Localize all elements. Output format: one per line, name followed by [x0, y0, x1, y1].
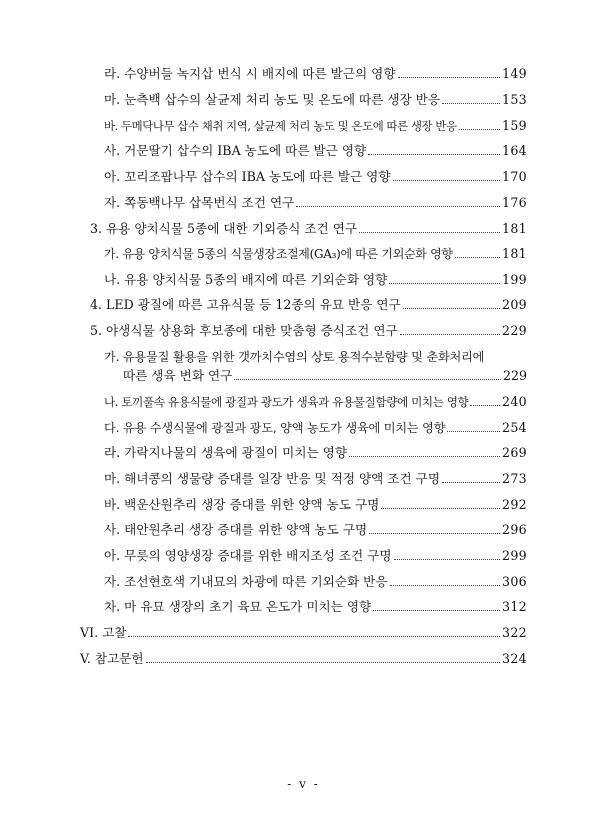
toc-entry-label: 바. 두메닥나무 삽수 채취 지역, 살균제 처리 농도 및 온도에 따른 생장 반응: [104, 119, 457, 133]
leader-dots: [442, 102, 500, 104]
toc-entry[interactable]: [80, 651, 527, 667]
toc-entry-page: 324: [502, 651, 527, 666]
leader-dots: [442, 481, 500, 483]
toc-entry[interactable]: [104, 195, 527, 211]
leader-dots: [381, 507, 500, 509]
page-number-footer: - v -: [287, 777, 320, 791]
toc-entry[interactable]: [104, 143, 527, 159]
leader-dots: [146, 661, 500, 663]
leader-dots: [234, 378, 501, 380]
toc-entry-label: VI. 고찰: [80, 625, 127, 640]
toc-entry-page: 299: [502, 548, 527, 563]
toc-entry-page: 181: [502, 221, 527, 236]
leader-dots: [390, 584, 501, 586]
toc-entry-label: 라. 수양버들 녹지삽 번식 시 배지에 따른 발근의 영향: [104, 66, 396, 81]
toc-entry-page: 269: [502, 445, 527, 460]
toc-entry-label: 아. 무릇의 영양생장 증대를 위한 배지조성 조건 구명: [104, 548, 392, 563]
toc-entry[interactable]: [90, 297, 527, 313]
toc-entry[interactable]: [80, 625, 527, 641]
toc-entry-page: 312: [502, 599, 527, 614]
toc-entry[interactable]: [104, 66, 527, 82]
toc-entry-label: 자. 조선현호색 기내묘의 차광에 따른 기외순화 반응: [104, 574, 388, 589]
toc-entry-page: 229: [502, 368, 527, 383]
leader-dots: [389, 282, 500, 284]
toc-entry-label: 5. 야생식물 상용화 후보종에 대한 맞춤형 증식조건 연구: [90, 323, 398, 338]
leader-dots: [369, 532, 500, 534]
leader-dots: [349, 455, 500, 457]
toc-entry-page: 209: [502, 297, 527, 312]
leader-dots: [398, 76, 501, 78]
toc-entry[interactable]: [104, 420, 527, 436]
leader-dots: [128, 635, 500, 637]
toc-entry-page: 170: [502, 169, 527, 184]
toc-entry-label: 사. 거문딸기 삽수의 IBA 농도에 따른 발근 영향: [104, 143, 367, 158]
toc-entry-page: 322: [502, 625, 527, 640]
toc-entry-label: 라. 가락지나물의 생육에 광질이 미치는 영향: [104, 445, 347, 460]
toc-entry[interactable]: [104, 548, 527, 564]
toc-entry[interactable]: [104, 349, 527, 365]
toc-entry-label: 아. 꼬리조팝나무 삽수의 IBA 농도에 따른 발근 영향: [104, 169, 391, 184]
toc-entry-page: 199: [502, 272, 527, 287]
toc-entry[interactable]: [90, 221, 527, 237]
leader-dots: [403, 307, 500, 309]
toc-entry[interactable]: [104, 445, 527, 461]
toc-entry-page: 153: [502, 92, 527, 107]
leader-dots: [447, 430, 500, 432]
toc-entry-label: 나. 유용 양치식물 5종의 배지에 따른 기외순화 영향: [104, 272, 388, 287]
leader-dots: [470, 404, 500, 406]
toc-entry-page: 273: [502, 471, 527, 486]
toc-entry-page: 254: [502, 420, 527, 435]
toc-entry-page: 240: [502, 394, 527, 409]
leader-dots: [400, 333, 500, 335]
toc-entry-page: 296: [502, 522, 527, 537]
toc-entry-label: 사. 태안원추리 생장 증대를 위한 양액 농도 구명: [104, 522, 368, 537]
leader-dots: [373, 609, 500, 611]
toc-entry-label: 나. 토끼풀속 유용식물에 광질과 광도가 생육과 유용물질함량에 미치는 영향: [104, 395, 469, 409]
toc-entry-page: 159: [502, 118, 527, 133]
toc-entry-label: 마. 눈측백 삽수의 살균제 처리 농도 및 온도에 따른 생장 반응: [104, 92, 441, 107]
toc-entry-continuation[interactable]: [123, 368, 527, 384]
leader-dots: [455, 256, 500, 258]
toc-entry[interactable]: [104, 272, 527, 288]
toc-entry-label: 다. 유용 수생식물에 광질과 광도, 양액 농도가 생육에 미치는 영향: [104, 421, 446, 435]
leader-dots: [393, 179, 501, 181]
toc-entry[interactable]: [104, 118, 527, 134]
leader-dots: [296, 205, 500, 207]
toc-entry-label: V. 참고문헌: [80, 651, 144, 666]
toc-entry-page: 164: [502, 143, 527, 158]
toc-entry-label: 바. 백운산원추리 생장 증대를 위한 양액 농도 구명: [104, 497, 380, 512]
toc-entry-label: 가. 유용물질 활용을 위한 갯까치수염의 상토 용적수분함량 및 춘화처리에: [104, 350, 485, 364]
toc-entry[interactable]: [104, 246, 527, 262]
toc-entry-label: 3. 유용 양치식물 5종에 대한 기외증식 조건 연구: [90, 221, 358, 236]
toc-entry-label: 4. LED 광질에 따른 고유식물 등 12종의 유묘 반응 연구: [90, 297, 401, 312]
toc-entry-label: 가. 유용 양치식물 5종의 식물생장조절제(GA₃)에 따른 기외순화 영향: [104, 247, 453, 261]
toc-entry-label: 따른 생육 변화 연구: [123, 368, 233, 383]
toc-entry[interactable]: [104, 471, 527, 487]
toc-entry[interactable]: [104, 497, 527, 513]
leader-dots: [459, 128, 500, 130]
toc-entry[interactable]: [104, 522, 527, 538]
toc-entry-page: 176: [502, 195, 527, 210]
toc-entry[interactable]: [104, 599, 527, 615]
toc-entry-label: 자. 쪽동백나무 삽목번식 조건 연구: [104, 195, 295, 210]
toc-entry-label: 차. 마 유묘 생장의 초기 육묘 온도가 미치는 영향: [104, 599, 372, 614]
leader-dots: [394, 558, 501, 560]
toc-entry[interactable]: [104, 169, 527, 185]
toc-entry-page: 181: [502, 246, 527, 261]
toc-entry-page: 149: [502, 66, 527, 81]
toc-entry-label: 마. 해녀콩의 생물량 증대를 일장 반응 및 적정 양액 조건 구명: [104, 471, 441, 486]
toc-entry-page: 229: [502, 323, 527, 338]
leader-dots: [368, 153, 500, 155]
toc-entry[interactable]: [90, 323, 527, 339]
toc-entry-page: 292: [502, 497, 527, 512]
leader-dots: [359, 231, 500, 233]
toc-entry-page: 306: [502, 574, 527, 589]
toc-entry[interactable]: [104, 574, 527, 590]
toc-entry[interactable]: [104, 394, 527, 410]
toc-entry[interactable]: [104, 92, 527, 108]
